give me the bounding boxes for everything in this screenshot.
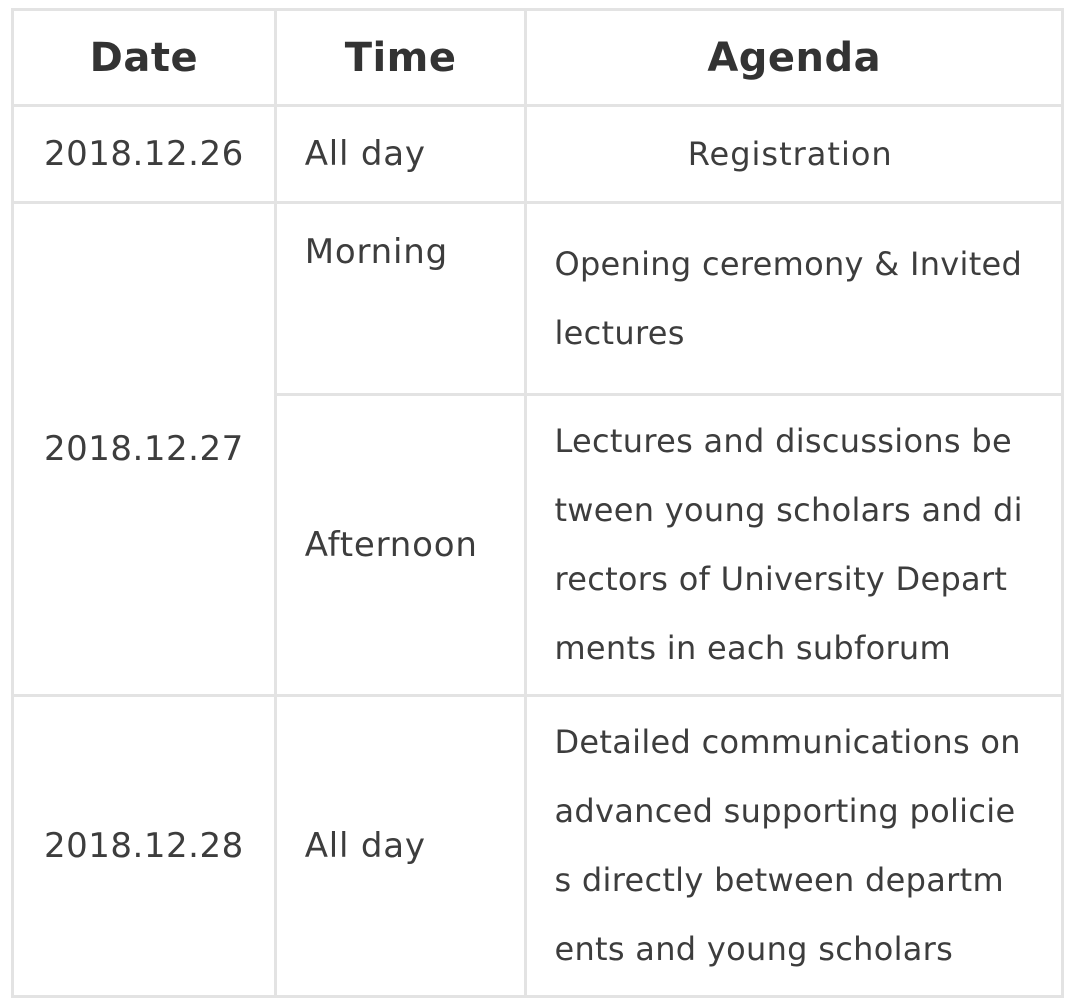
agenda-table (11, 8, 1064, 998)
agenda-line: ents and young scholars (554, 930, 954, 968)
agenda-line: Opening ceremony & Invited (554, 244, 1023, 283)
agenda-line: tween young scholars and di (554, 491, 1023, 529)
date-cell: 2018.12.27 (13, 203, 276, 696)
agenda-line: Registration (687, 134, 893, 173)
agenda-line: ments in each subforum (554, 629, 951, 667)
agenda-line: Detailed communications on (554, 723, 1021, 761)
time-cell: All day (275, 106, 526, 203)
agenda-cell (526, 106, 1063, 203)
header-time: Time (275, 10, 526, 106)
agenda-cell (526, 696, 1063, 997)
time-cell: Afternoon (275, 395, 526, 696)
table-row (13, 696, 1063, 997)
agenda-line: Lectures and discussions be (554, 422, 1012, 460)
table-row (13, 203, 1063, 395)
header-agenda: Agenda (526, 10, 1063, 106)
agenda-cell (526, 203, 1063, 395)
agenda-line: s directly between departm (554, 861, 1004, 899)
table-header-row (13, 10, 1063, 106)
agenda-line: lectures (554, 313, 685, 352)
agenda-line: advanced supporting policie (554, 792, 1016, 830)
time-cell: All day (275, 696, 526, 997)
agenda-line: rectors of University Depart (554, 560, 1008, 598)
agenda-cell (526, 395, 1063, 696)
date-cell: 2018.12.28 (13, 696, 276, 997)
header-date: Date (13, 10, 276, 106)
time-cell: Morning (275, 203, 526, 395)
date-cell: 2018.12.26 (13, 106, 276, 203)
table-row (13, 106, 1063, 203)
